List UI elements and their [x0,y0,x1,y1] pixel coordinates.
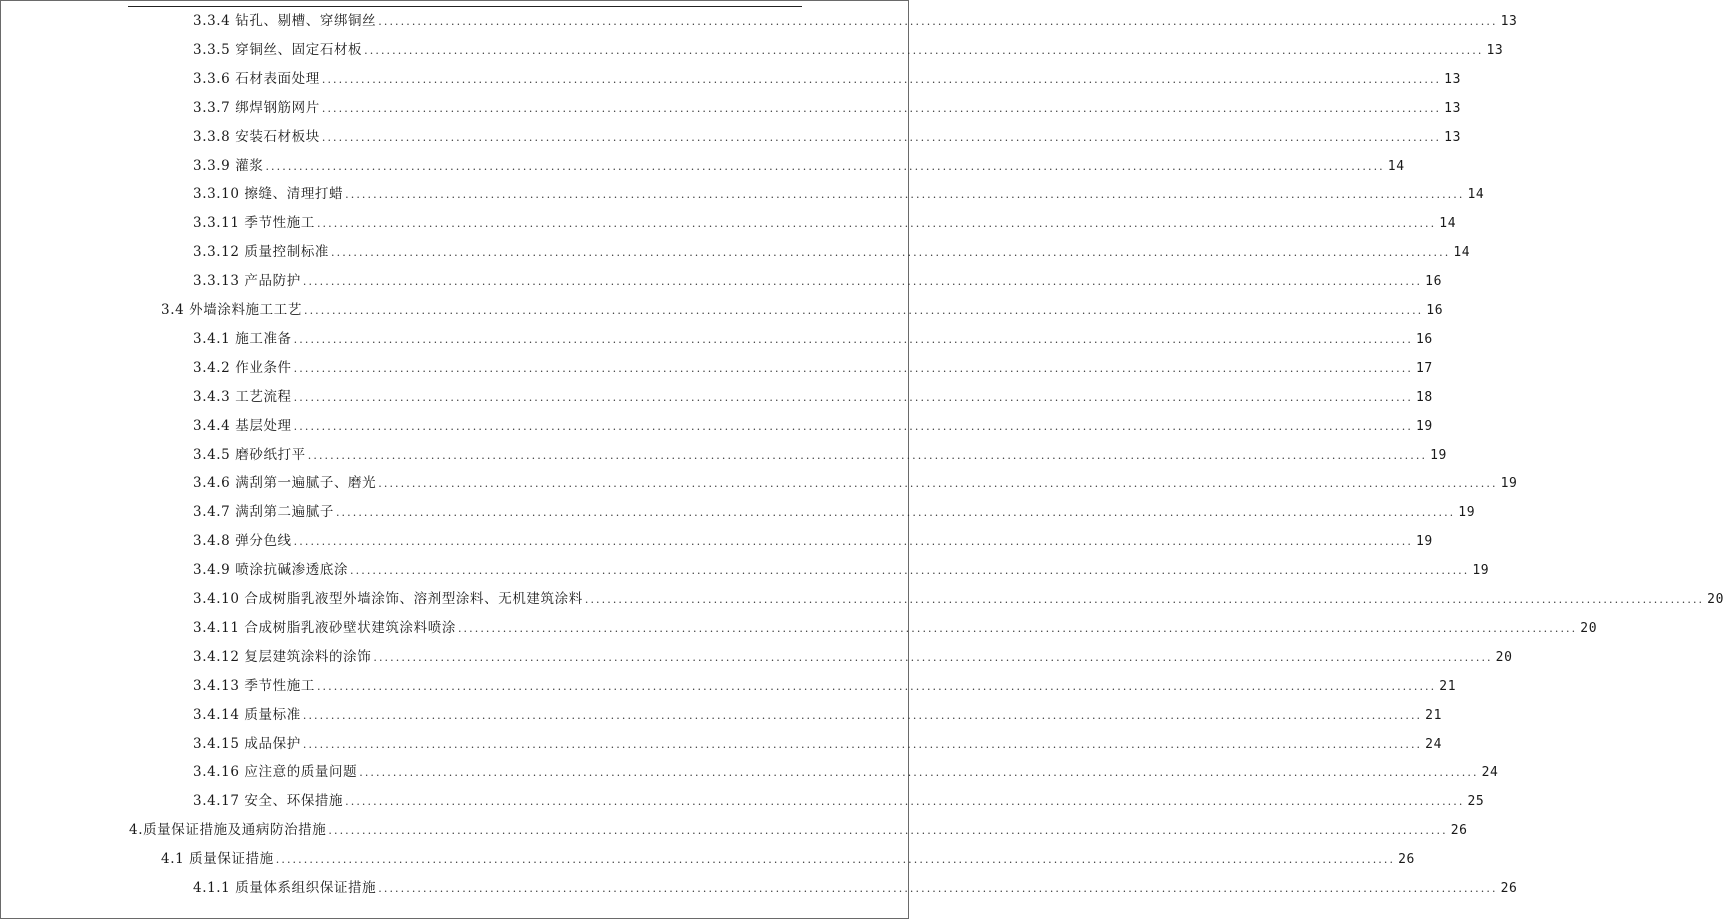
toc-entry-page-number: 17 [1415,360,1433,376]
toc-leader-dots: ........................................................................................................................................................................................................ [345,795,1465,809]
toc-leader-dots: ........................................................................................................................................................................................................ [457,621,1578,635]
toc-entry-page-number: 16 [1415,331,1433,347]
toc-entry-page-number: 14 [1387,158,1405,174]
toc-entry-page-number: 20 [1580,620,1598,636]
toc-entry-title: 3.4.1 施工准备 [193,330,292,347]
toc-leader-dots: ........................................................................................................................................................................................................ [378,882,1498,895]
toc-entry-title: 3.4.11 合成树脂乳液砂壁状建筑涂料喷涂 [193,619,456,636]
toc-entry[interactable] [193,11,1518,31]
toc-entry[interactable] [193,647,1513,667]
toc-entry[interactable] [193,734,1443,754]
toc-entry-title: 3.3.5 穿铜丝、固定石材板 [193,41,363,58]
toc-entry[interactable] [193,878,1518,898]
toc-entry-page-number: 26 [1398,852,1415,868]
toc-entry[interactable] [193,416,1433,436]
toc-leader-dots: ........................................................................................................................................................................................................ [378,477,1498,491]
toc-entry[interactable] [193,791,1485,811]
toc-leader-dots: ........................................................................................................................................................................................................ [302,708,1423,722]
toc-entry-title: 4.质量保证措施及通病防治措施 [129,822,327,839]
toc-entry-page-number: 13 [1444,100,1462,116]
toc-leader-dots: ........................................................................................................................................................................................................ [303,304,1424,317]
toc-entry-title: 3.3.10 擦缝、清理打蜡 [193,186,344,203]
toc-leader-dots: ........................................................................................................................................................................................................ [302,737,1423,751]
toc-entry[interactable] [193,560,1490,580]
toc-entry-page-number: 13 [1444,71,1462,87]
toc-entry-title: 3.3.11 季节性施工 [193,215,315,232]
toc-entry-title: 3.4.15 成品保护 [193,735,301,752]
toc-entry[interactable] [129,820,1468,840]
toc-entry-page-number: 26 [1500,881,1518,896]
toc-leader-dots: ........................................................................................................................................................................................................ [265,159,1385,173]
toc-entry[interactable] [193,242,1471,262]
toc-entry-page-number: 19 [1415,418,1433,434]
toc-entry-page-number: 21 [1425,707,1443,723]
toc-leader-dots: ........................................................................................................................................................................................................ [378,15,1498,28]
cut-off-entry [193,912,493,919]
toc-entry-page-number: 13 [1444,129,1462,145]
toc-entry[interactable] [193,213,1457,233]
toc-entry-title: 3.4.6 满刮第一遍腻子、磨光 [193,475,377,492]
toc-entry-page-number: 20 [1495,649,1513,665]
toc-entry-page-number: 24 [1425,736,1443,752]
toc-entry-title: 3.4.7 满刮第二遍腻子 [193,504,334,521]
toc-leader-dots: ........................................................................................................................................................................................................ [331,246,1451,260]
toc-entry[interactable] [161,849,1415,869]
toc-entry-title: 3.4.17 安全、环保措施 [193,793,344,810]
toc-entry-page-number: 13 [1486,42,1504,58]
toc-leader-dots: ........................................................................................................................................................................................................ [364,43,1484,57]
toc-entry-title: 3.4.14 质量标准 [193,706,301,723]
toc-entry-title: 4.1 质量保证措施 [161,851,274,868]
toc-entry-title: 3.3.8 安装石材板块 [193,128,320,145]
toc-entry-page-number: 14 [1467,187,1485,203]
toc-entry-page-number: 13 [1500,14,1518,29]
toc-entry[interactable] [193,40,1504,60]
toc-entry-page-number: 20 [1707,592,1724,607]
toc-entry-title: 3.4.10 合成树脂乳液型外墙涂饰、溶剂型涂料、无机建筑涂料 [193,591,583,607]
header-rule [128,6,802,7]
toc-leader-dots: ........................................................................................................................................................................................................ [350,564,1470,578]
toc-leader-dots: ........................................................................................................................................................................................................ [321,130,1442,144]
toc-entry[interactable] [193,531,1433,551]
toc-leader-dots: ........................................................................................................................................................................................................ [345,188,1465,202]
toc-leader-dots: ........................................................................................................................................................................................................ [316,217,1437,231]
toc-entry-title: 3.4.8 弹分色线 [193,533,292,550]
toc-leader-dots: ........................................................................................................................................................................................................ [293,332,1413,346]
toc-entry-title: 4.1.1 质量体系组织保证措施 [193,880,377,896]
toc-entry-page-number: 18 [1415,389,1433,405]
toc-entry[interactable] [193,127,1462,147]
toc-entry[interactable] [193,98,1462,118]
toc-leader-dots: ........................................................................................................................................................................................................ [328,824,1448,838]
toc-leader-dots: ........................................................................................................................................................................................................ [373,650,1493,664]
toc-entry-page-number: 21 [1439,678,1457,694]
toc-entry[interactable] [193,676,1457,696]
toc-entry[interactable] [193,358,1433,378]
toc-entry-page-number: 19 [1500,476,1518,492]
toc-leader-dots: ........................................................................................................................................................................................................ [275,853,1396,867]
toc-entry-title: 3.3.6 石材表面处理 [193,70,320,87]
toc-entry[interactable] [193,184,1485,204]
toc-entry-page-number: 19 [1472,563,1490,579]
toc-entry-page-number: 14 [1439,216,1457,232]
toc-entry-title: 3.3.9 灌浆 [193,157,264,174]
toc-leader-dots: ........................................................................................................................................................................................................ [584,593,1705,606]
toc-entry[interactable] [161,300,1444,320]
toc-entry-page-number: 26 [1450,823,1468,839]
toc-leader-dots: ........................................................................................................................................................................................................ [293,535,1413,549]
toc-entry[interactable] [193,589,1724,609]
toc-entry[interactable] [193,271,1443,291]
toc-entry-title: 3.4.13 季节性施工 [193,677,315,694]
toc-entry-page-number: 25 [1467,794,1485,810]
toc-entry-title: 3.4.16 应注意的质量问题 [193,764,358,781]
toc-leader-dots: ........................................................................................................................................................................................................ [302,275,1423,289]
toc-leader-dots: ........................................................................................................................................................................................................ [359,766,1479,780]
toc-entry[interactable] [193,762,1499,782]
toc-entry-title: 3.4.2 作业条件 [193,359,292,376]
toc-entry-title: 3.4.5 磨砂纸打平 [193,446,306,463]
toc-leader-dots: ........................................................................................................................................................................................................ [321,72,1442,86]
toc-entry[interactable] [193,329,1433,349]
toc-entry-title: 3.4 外墙涂料施工工艺 [161,302,302,318]
toc-entry[interactable] [193,473,1518,493]
toc-leader-dots: ........................................................................................................................................................................................................ [293,390,1413,404]
toc-entry-page-number: 14 [1453,245,1471,261]
toc-entry-page-number: 16 [1426,303,1444,318]
toc-entry[interactable] [193,156,1405,176]
toc-entry-title: 3.3.13 产品防护 [193,273,301,290]
toc-entry[interactable] [193,618,1598,638]
toc-entry-title: 3.4.9 喷涂抗碱渗透底涂 [193,562,349,579]
toc-entry-page-number: 24 [1481,765,1499,781]
toc-entry-title: 3.4.4 基层处理 [193,417,292,434]
toc-entry-page-number: 16 [1425,274,1443,290]
toc-entry-title: 3.4.12 复层建筑涂料的涂饰 [193,648,372,665]
toc-entry-title: 3.3.12 质量控制标准 [193,244,330,261]
toc-leader-dots: ........................................................................................................................................................................................................ [316,679,1437,693]
toc-entry[interactable] [193,502,1476,522]
toc-leader-dots: ........................................................................................................................................................................................................ [307,448,1428,462]
toc-leader-dots: ........................................................................................................................................................................................................ [293,361,1413,375]
toc-entry[interactable] [193,705,1443,725]
toc-leader-dots: ........................................................................................................................................................................................................ [321,101,1442,115]
toc-leader-dots: ........................................................................................................................................................................................................ [335,506,1456,520]
toc-entry-page-number: 19 [1415,534,1433,550]
toc-entry-title: 3.4.3 工艺流程 [193,388,292,405]
toc-entry[interactable] [193,69,1462,89]
toc-entry-title: 3.3.7 绑焊钢筋网片 [193,99,320,116]
toc-entry-page-number: 19 [1458,505,1476,521]
toc-entry-title: 3.3.4 钻孔、剔槽、穿绑铜丝 [193,13,377,29]
toc-entry-page-number: 19 [1430,447,1447,463]
toc-entry[interactable] [193,445,1447,465]
toc-leader-dots: ........................................................................................................................................................................................................ [293,419,1413,433]
toc-entry[interactable] [193,387,1433,407]
